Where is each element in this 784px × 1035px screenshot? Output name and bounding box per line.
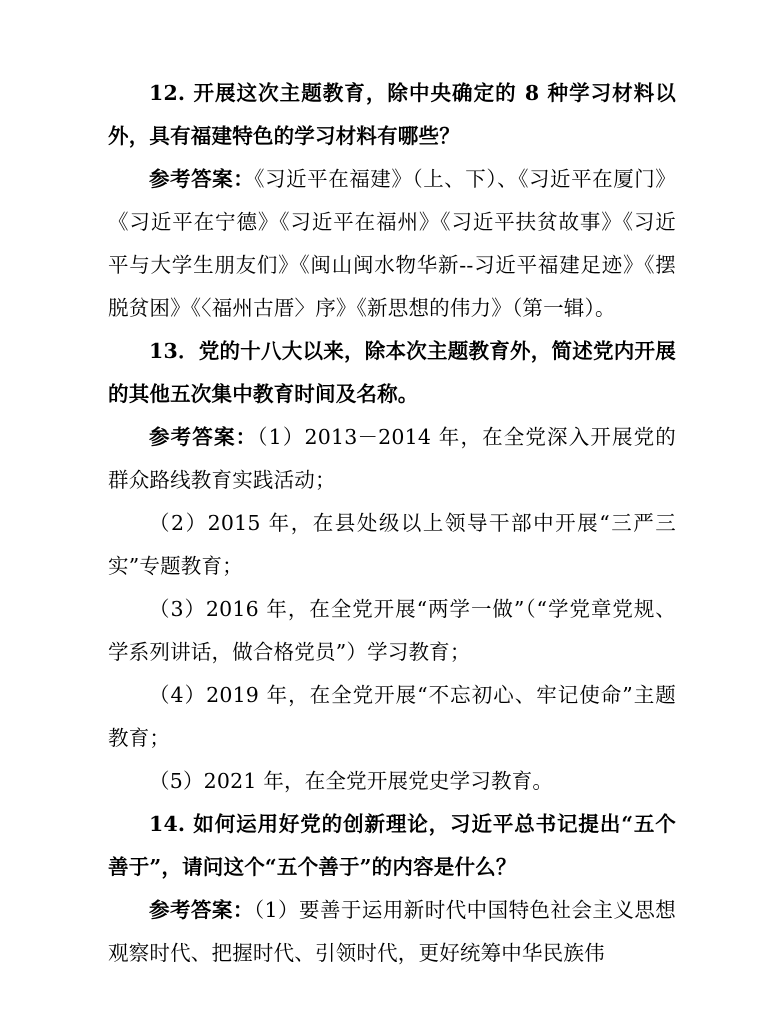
question-paragraph: 13．党的十八大以来，除本次主题教育外，简述党内开展的其他五次集中教育时间及名称。	[108, 339, 676, 406]
answer-item-paragraph: （3）2016 年，在全党开展“两学一做”（“学党章党规、学系列讲话，做合格党员”）学习教育；	[108, 597, 676, 664]
answer-text: （1）2013－2014 年，在全党深入开展党的群众路线教育实践活动；	[108, 425, 676, 492]
question-paragraph: 14. 如何运用好党的创新理论，习近平总书记提出“五个善于”，请问这个“五个善于”的内容是什么？	[108, 812, 676, 879]
answer-lead-label: 参考答案：	[149, 425, 258, 449]
answer-item-paragraph: （4）2019 年，在全党开展“不忘初心、牢记使命”主题教育；	[108, 683, 676, 750]
answer-item-paragraph: （5）2021 年，在全党开展党史学习教育。	[149, 769, 554, 793]
answer-item-paragraph: （2）2015 年，在县处级以上领导干部中开展“三严三实”专题教育；	[108, 511, 676, 578]
answer-text: 《习近平在福建》（上、下）、《习近平在厦门》《习近平在宁德》《习近平在福州》《习近平扶贫故事》《习近平与大学生朋友们》《闽山闽水物华新--习近平福建足迹》《摆脱贫困》《〈福州古厝〉序》《新思想的伟力》（第一辑）。	[108, 167, 676, 320]
document-body	[108, 72, 676, 975]
answer-lead-label: 参考答案：	[149, 898, 254, 922]
answer-text: （1）要善于运用新时代中国特色社会主义思想观察时代、把握时代、引领时代，更好统筹中华民族伟	[108, 898, 677, 965]
answer-paragraph	[108, 416, 676, 502]
answer-lead-label: 参考答案：	[149, 167, 255, 191]
question-paragraph: 12. 开展这次主题教育，除中央确定的 8 种学习材料以外，具有福建特色的学习材料有哪些？	[108, 81, 676, 148]
answer-paragraph	[108, 889, 676, 975]
answer-paragraph	[108, 158, 676, 330]
